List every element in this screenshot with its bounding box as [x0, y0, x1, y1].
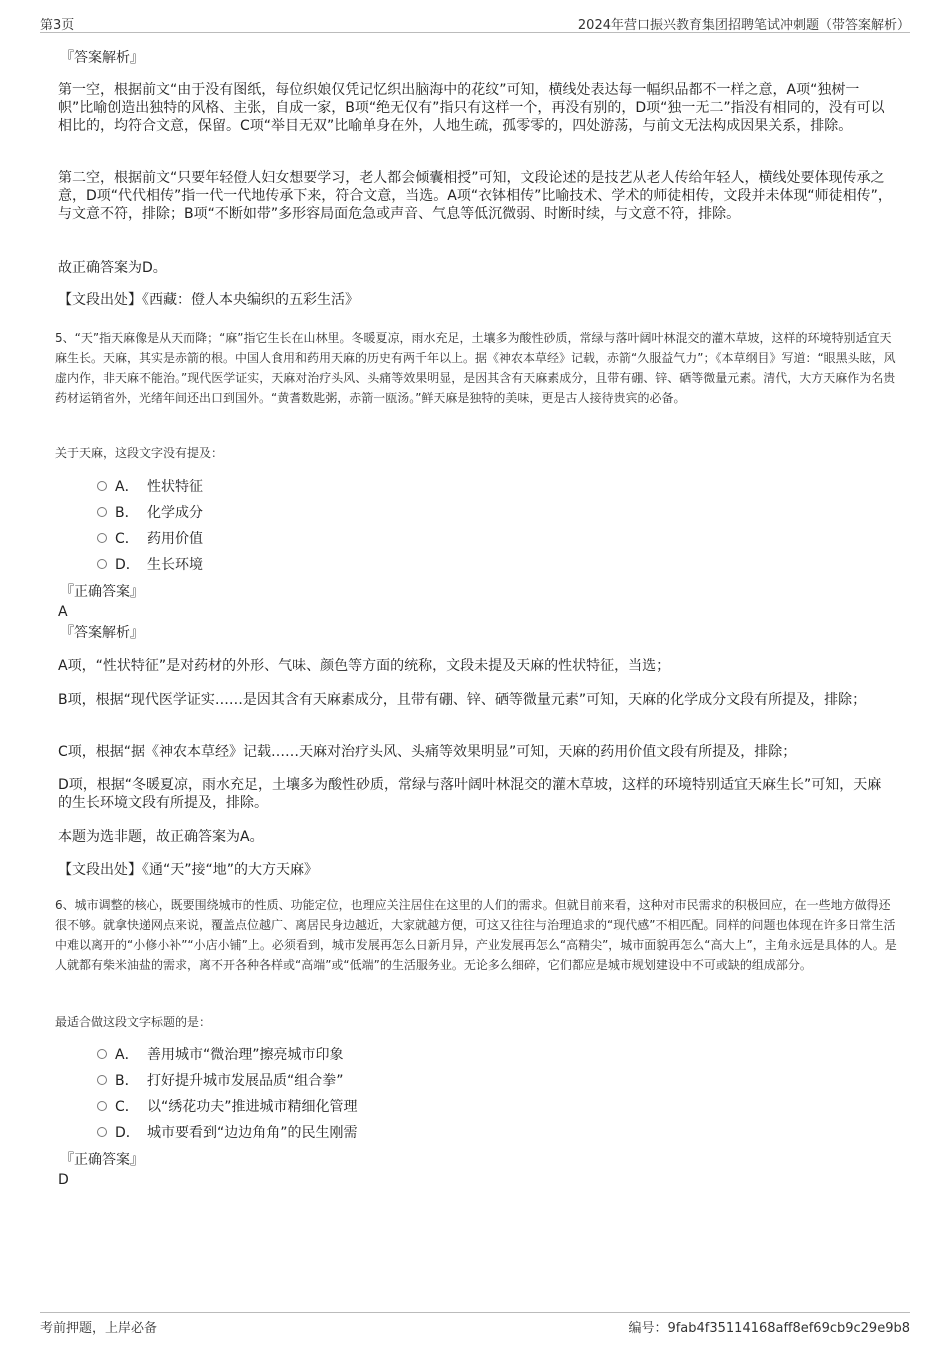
radio-icon[interactable] — [97, 559, 107, 569]
radio-icon[interactable] — [97, 1075, 107, 1085]
q6-option-a[interactable]: A． 善用城市“微治理”擦亮城市印象 — [97, 1046, 344, 1064]
q6-option-c[interactable]: C． 以“绣花功夫”推进城市精细化管理 — [97, 1098, 358, 1116]
document-id: 编号：9fab4f35114168aff8ef69cb9c29e9b8 — [628, 1321, 910, 1336]
explanation-c: C项，根据“据《神农本草经》记载……天麻对治疗头风、头痛等效果明显”可知，天麻的药用价值文段有所提及，排除； — [58, 744, 797, 760]
page-number: 第3页 — [40, 18, 75, 33]
footer-slogan: 考前押题，上岸必备 — [40, 1321, 158, 1336]
question-6-prompt: 最适合做这段文字标题的是： — [55, 1015, 212, 1029]
q5-option-b[interactable]: B． 化学成分 — [97, 504, 203, 522]
radio-icon[interactable] — [97, 481, 107, 491]
source-citation: 【文段出处】《通“天”接“地”的大方天麻》 — [58, 862, 319, 878]
analysis-paragraph-2: 第二空，根据前文“只要年轻僜人妇女想要学习，老人都会倾囊相授”可知，文段论述的是技艺从老人传给年轻人，横线处要体现传承之意，D项“代代相传”指一代一代地传承下来，符合文意，当选。A项“衣钵相传”比喻技术、学术的师徒相传，文段并未体现“师徒相传”，与文意不符，排除；B项“不断如带”多形容局面危急或声音、气息等低沉微弱、时断时续，与文意不符，排除。 — [58, 170, 892, 222]
answer-conclusion: 故正确答案为D。 — [58, 260, 167, 276]
q5-option-a[interactable]: A． 性状特征 — [97, 478, 203, 496]
source-citation: 【文段出处】《西藏：僜人本央编织的五彩生活》 — [58, 292, 359, 308]
page-header — [40, 12, 910, 33]
question-5-prompt: 关于天麻，这段文字没有提及： — [55, 446, 224, 460]
correct-answer: D — [58, 1172, 69, 1188]
correct-answer: A — [58, 604, 68, 620]
q5-option-c[interactable]: C． 药用价值 — [97, 530, 203, 548]
radio-icon[interactable] — [97, 533, 107, 543]
explanation-a: A项，“性状特征”是对药材的外形、气味、颜色等方面的统称，文段未提及天麻的性状特征，当选； — [58, 658, 671, 674]
explanation-d: D项，根据“冬暖夏凉，雨水充足，土壤多为酸性砂质，常绿与落叶阔叶林混交的灌木草坡，这样的环境特别适宜天麻生长”可知，天麻的生长环境文段有所提及，排除。 — [58, 777, 882, 811]
explanation-b: B项，根据“现代医学证实……是因其含有天麻素成分，且带有硼、锌、硒等微量元素”可知，天麻的化学成分文段有所提及，排除； — [58, 692, 867, 708]
correct-answer-label: 『正确答案』 — [60, 1152, 144, 1168]
radio-icon[interactable] — [97, 1127, 107, 1137]
question-5-passage: 5、“天”指天麻像是从天而降；“麻”指它生长在山林里。冬暖夏凉，雨水充足，土壤多为酸性砂质，常绿与落叶阔叶林混交的灌木草坡，这样的环境特别适宜天麻生长。天麻，其实是赤箭的根。中国人食用和药用天麻的历史有两千年以上。据《神农本草经》记载，赤箭“久服益气力”；《本草纲目》写道：“眼黑头眩，风虚内作，非天麻不能治。”现代医学证实，天麻对治疗头风、头痛等效果明显，是因其含有天麻素成分，且带有硼、锌、硒等微量元素。清代，大方天麻作为名贵药材运销省外，光绪年间还出口到国外。“黄耆数匙粥，赤箭一瓯汤。”鲜天麻是独特的美味，更是古人接待贵宾的必备。 — [55, 331, 896, 405]
document-title: 2024年营口振兴教育集团招聘笔试冲刺题（带答案解析） — [577, 18, 910, 33]
question-6-passage: 6、城市调整的核心，既要围绕城市的性质、功能定位，也理应关注居住在这里的人们的需求。但就目前来看，这种对市民需求的积极回应，在一些地方做得还很不够。就拿快递网点来说，覆盖点位越广、离居民身边越近，大家就越方便，可这又往往与治理追求的“现代感”不相匹配。同样的问题也体现在许多日常生活中难以离开的“小修小补”“小店小铺”上。必须看到，城市发展再怎么日新月异，产业发展再怎么“高精尖”，城市面貌再怎么“高大上”，主角永远是具体的人。是人就都有柴米油盐的需求，离不开各种各样或“高端”或“低端”的生活服务业。无论多么细碎，它们都应是城市规划建设中不可或缺的组成部分。 — [55, 898, 897, 972]
q6-option-d[interactable]: D． 城市要看到“边边角角”的民生刚需 — [97, 1124, 358, 1142]
radio-icon[interactable] — [97, 1049, 107, 1059]
analysis-label: 『答案解析』 — [60, 50, 144, 66]
analysis-paragraph-1: 第一空，根据前文“由于没有图纸，每位织娘仅凭记忆织出脑海中的花纹”可知，横线处表达每一幅织品都不一样之意，A项“独树一帜”比喻创造出独特的风格、主张，自成一家，B项“绝无仅有”指只有这样一个，再没有别的，D项“独一无二”指没有相同的，没有可以相比的，均符合文意，保留。C项“举目无双”比喻单身在外，人地生疏，孤零零的，四处游荡，与前文无法构成因果关系，排除。 — [58, 82, 885, 134]
answer-conclusion: 本题为选非题，故正确答案为A。 — [58, 829, 264, 845]
q5-option-d[interactable]: D． 生长环境 — [97, 556, 203, 574]
radio-icon[interactable] — [97, 507, 107, 517]
correct-answer-label: 『正确答案』 — [60, 584, 144, 600]
analysis-label: 『答案解析』 — [60, 625, 144, 641]
page-footer — [40, 1312, 910, 1339]
radio-icon[interactable] — [97, 1101, 107, 1111]
q6-option-b[interactable]: B． 打好提升城市发展品质“组合拳” — [97, 1072, 344, 1090]
